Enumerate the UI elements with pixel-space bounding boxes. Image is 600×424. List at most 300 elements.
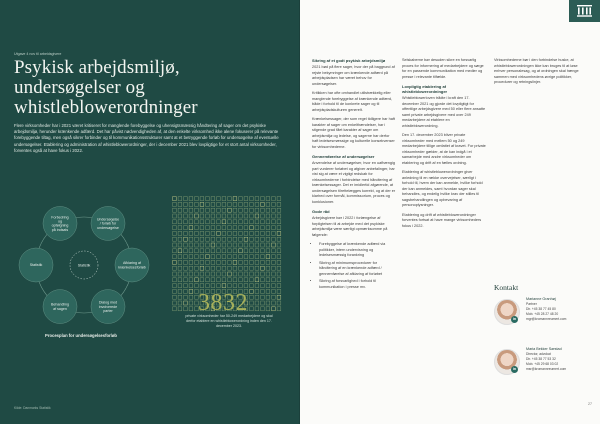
grid-cell <box>261 255 265 259</box>
grid-cell <box>178 255 182 259</box>
grid-cell <box>272 284 276 288</box>
grid-cell <box>233 249 237 253</box>
grid-cell <box>272 266 276 270</box>
grid-cell <box>206 231 210 235</box>
grid-cell <box>244 284 248 288</box>
grid-cell <box>184 249 188 253</box>
grid-cell <box>228 220 232 224</box>
grid-cell <box>255 214 259 218</box>
grid-cell <box>277 295 281 299</box>
grid-cell <box>200 214 204 218</box>
grid-cell <box>189 214 193 218</box>
grid-cell <box>173 197 177 201</box>
contact-name: Maria Bekker Sørstad <box>526 347 562 351</box>
grid-cell <box>277 307 281 311</box>
grid-cell <box>261 284 265 288</box>
grid-cell <box>272 220 276 224</box>
body-paragraph: Arbejdsgivere bør i 2022 i forlængelse af forpligtelsen til at arbejde med det psykiske arbejdsmiljø være særligt opmærksomme på følgende: <box>312 216 388 237</box>
text-column-3 <box>494 58 584 90</box>
grid-cell <box>228 214 232 218</box>
grid-cell <box>244 197 248 201</box>
diagram-center-label: Statistik <box>77 263 91 268</box>
grid-cell <box>277 266 281 270</box>
grid-cell <box>222 214 226 218</box>
grid-cell <box>189 237 193 241</box>
grid-cell <box>195 237 199 241</box>
grid-cell <box>261 301 265 305</box>
grid-cell <box>272 226 276 230</box>
grid-cell <box>200 249 204 253</box>
grid-cell <box>266 220 270 224</box>
grid-cell <box>184 289 188 293</box>
grid-cell <box>233 260 237 264</box>
grid-cell <box>250 272 254 276</box>
grid-cell <box>261 208 265 212</box>
grid-cell <box>228 208 232 212</box>
grid-cell <box>184 260 188 264</box>
grid-cell <box>195 243 199 247</box>
grid-cell <box>272 307 276 311</box>
grid-cell <box>255 289 259 293</box>
grid-cell <box>261 260 265 264</box>
grid-cell <box>184 255 188 259</box>
grid-cell <box>173 231 177 235</box>
grid-cell <box>206 260 210 264</box>
grid-cell <box>200 231 204 235</box>
grid-cell <box>244 226 248 230</box>
grid-cell <box>233 278 237 282</box>
grid-cell <box>272 255 276 259</box>
grid-cell <box>261 307 265 311</box>
grid-cell <box>178 226 182 230</box>
grid-cell <box>178 197 182 201</box>
grid-cell <box>200 284 204 288</box>
grid-cell <box>255 243 259 247</box>
body-paragraph: Krænkelsessager, der som regel tidligere har haft karakter af sager om enkelthændelser, har i stigende grad fået karakter af sager om arbejdsmiljø og ledelse, og sagerne har derfor haft ledelsesmæssige og kulturelle konsekvenser for virksomhederne. <box>312 117 395 149</box>
grid-cell <box>255 202 259 206</box>
grid-cell <box>266 284 270 288</box>
grid-cell <box>178 237 182 241</box>
contact-info <box>526 297 596 321</box>
source-note: Kilde: Danmarks Statistik <box>14 406 51 410</box>
grid-cell <box>272 278 276 282</box>
grid-cell <box>178 249 182 253</box>
grid-cell <box>217 214 221 218</box>
grid-cell <box>178 243 182 247</box>
grid-cell <box>255 231 259 235</box>
grid-cell <box>200 243 204 247</box>
section-heading: Lovpligtig etablering af whistleblowerordninger <box>402 84 448 94</box>
grid-cell <box>211 249 215 253</box>
grid-cell <box>266 255 270 259</box>
grid-cell <box>250 202 254 206</box>
grid-cell <box>173 214 177 218</box>
grid-cell <box>222 278 226 282</box>
grid-cell <box>184 278 188 282</box>
grid-cell <box>277 197 281 201</box>
grid-cell <box>189 208 193 212</box>
grid-cell <box>239 260 243 264</box>
grid-cell <box>189 226 193 230</box>
grid-cell <box>239 284 243 288</box>
grid-cell <box>222 220 226 224</box>
grid-cell <box>250 266 254 270</box>
grid-cell <box>228 231 232 235</box>
contact-email[interactable]: mgr@kromannreumert.com <box>526 316 567 321</box>
section-kicker: Utgave 4 nov til arbeidsgivere <box>14 52 62 56</box>
grid-cell <box>217 249 221 253</box>
grid-cell <box>178 289 182 293</box>
grid-cell <box>173 307 177 311</box>
brand-logo[interactable] <box>569 0 600 22</box>
grid-cell <box>255 197 259 201</box>
grid-cell <box>255 295 259 299</box>
grid-cell <box>222 208 226 212</box>
grid-cell <box>184 197 188 201</box>
grid-cell <box>272 214 276 218</box>
grid-cell <box>233 266 237 270</box>
grid-cell <box>277 255 281 259</box>
grid-cell <box>222 266 226 270</box>
grid-cell <box>266 214 270 218</box>
grid-cell <box>272 289 276 293</box>
grid-cell <box>184 295 188 299</box>
grid-cell <box>173 208 177 212</box>
grid-cell <box>178 266 182 270</box>
grid-cell <box>255 226 259 230</box>
intro-paragraph: Flere virksomheder har i 2021 været kritiseret for manglende forebyggelse og uhensigtsmæssig håndtering af sager om det psykiske arbejdsmiljø, herunder krænkende adfærd. Det har påvist nødvendigheden af, at den enkelte virksomhed ikke alene fokuserer på relevante forebyggende tiltag, men også sikrer forbinder og til kommunikationsstrukturer samt at et betryggende forløb for undersøgelse af eventuelle undersøgelser. Etablering og administration af whistleblowerordninger, der i december 2021 blev lovpligtige for et stort antal virksomheder, forventes også at have fokus i 2022. <box>14 123 279 153</box>
grid-cell <box>244 278 248 282</box>
grid-cell <box>200 220 204 224</box>
grid-cell <box>261 289 265 293</box>
grid-cell <box>195 220 199 224</box>
contact-title: Director, advokat <box>526 352 551 357</box>
grid-cell <box>228 243 232 247</box>
grid-cell <box>244 202 248 206</box>
grid-cell <box>233 255 237 259</box>
grid-cell <box>255 208 259 212</box>
grid-cell <box>261 214 265 218</box>
grid-cell <box>217 231 221 235</box>
grid-cell <box>211 202 215 206</box>
grid-cell <box>217 197 221 201</box>
grid-cell <box>255 249 259 253</box>
grid-cell <box>277 231 281 235</box>
linkedin-icon[interactable]: in <box>512 317 517 321</box>
grid-cell <box>173 243 177 247</box>
grid-cell <box>277 278 281 282</box>
grid-cell <box>200 266 204 270</box>
grid-cell <box>266 295 270 299</box>
grid-cell <box>261 197 265 201</box>
grid-cell <box>266 197 270 201</box>
grid-cell <box>178 231 182 235</box>
grid-cell <box>250 260 254 264</box>
grid-cell <box>200 237 204 241</box>
grid-cell <box>217 226 221 230</box>
grid-cell <box>217 266 221 270</box>
grid-cell <box>277 208 281 212</box>
body-paragraph: Selskaberne bør desuden sikre en forsvarlig proces for informering af medarbejdere og sørge for en passende kommunikation med medier og presse i relevante tilfælde. <box>402 58 484 79</box>
grid-cell <box>255 266 259 270</box>
grid-cell <box>178 214 182 218</box>
grid-cell <box>277 272 281 276</box>
grid-cell <box>173 278 177 282</box>
grid-cell <box>228 226 232 230</box>
diagram-node-label: Forbedring og opfølgning på indsats <box>51 215 69 232</box>
diagram-node-label: Dialog med involverede parter <box>98 300 118 313</box>
grid-cell <box>239 231 243 235</box>
grid-cell <box>239 266 243 270</box>
page-number: 27 <box>588 402 592 406</box>
grid-cell <box>266 272 270 276</box>
grid-cell <box>233 243 237 247</box>
diagram-nodes <box>19 206 149 323</box>
linkedin-icon[interactable]: in <box>512 367 517 371</box>
grid-cell <box>261 295 265 299</box>
contact-heading: Kontakt <box>494 283 519 292</box>
grid-cell <box>200 202 204 206</box>
body-paragraph: Etablering og drift af whistleblowerordninger forventes fortsat at have mange virksomheders fokus i 2022. <box>402 212 482 228</box>
grid-cell <box>261 226 265 230</box>
body-paragraph: Den 17. december 2023 bliver private virksomheder med mellem 50 og 249 medarbejdere tillige omfattet af kravet. For private virksomheder gælder, at de kan indgå i et samarbejde med andre virksomheder om etablering og drift af en fælles ordning. <box>402 133 486 165</box>
grid-cell <box>266 249 270 253</box>
contact-title: Partner <box>526 302 537 307</box>
grid-cell <box>184 226 188 230</box>
grid-cell <box>200 197 204 201</box>
grid-cell <box>277 301 281 305</box>
grid-cell <box>206 243 210 247</box>
body-paragraph: Kritikken har ofte omhandlet utilstrækkelig eller manglende forebyggelse af krænkende adfærd, både i forhold til de konkrete sager og til arbejdspladskulturen generelt. <box>312 91 392 112</box>
body-paragraph: Whistleblowerloven trådte i kraft den 17. december 2021 og gjorde det lovpligtigt for offentlige arbejdsgivere med 50 eller flere ansatte samt private arbejdsgivere med over 249 medarbejdere at etablere en whistleblowerordning. <box>402 96 486 128</box>
grid-cell <box>222 226 226 230</box>
grid-cell <box>189 272 193 276</box>
grid-cell <box>228 255 232 259</box>
grid-cell <box>206 266 210 270</box>
grid-cell <box>233 202 237 206</box>
grid-cell <box>250 226 254 230</box>
grid-cell <box>239 197 243 201</box>
grid-cell <box>189 231 193 235</box>
grid-cell <box>211 208 215 212</box>
contact-direct: Dir. +45 38 77 53 32 <box>526 357 556 362</box>
grid-cell <box>173 260 177 264</box>
grid-cell <box>217 278 221 282</box>
grid-cell <box>173 295 177 299</box>
grid-cell <box>189 284 193 288</box>
grid-cell <box>217 202 221 206</box>
grid-cell <box>250 249 254 253</box>
grid-cell <box>217 255 221 259</box>
grid-cell <box>228 260 232 264</box>
grid-cell <box>200 208 204 212</box>
grid-cell <box>189 249 193 253</box>
grid-cell <box>184 214 188 218</box>
grid-cell <box>195 214 199 218</box>
grid-cell <box>239 214 243 218</box>
grid-cell <box>189 289 193 293</box>
grid-cell <box>200 260 204 264</box>
grid-cell <box>228 284 232 288</box>
grid-cell <box>184 266 188 270</box>
contact-mobile: Mob. +45 29 68 03 02 <box>526 361 559 366</box>
grid-cell <box>189 202 193 206</box>
grid-cell <box>233 231 237 235</box>
grid-cell <box>239 237 243 241</box>
grid-cell <box>222 202 226 206</box>
body-paragraph: Anvendelse af undersøgelser, hvor en uafhængig part vurderer forløbet og afgiver anbefalinger, har vist sig at være et vigtigt redskab for virksomhederne i forbindelse med håndtering af krænkelsessager. Det er imidlertid afgørende, at undersøgelsen tilrettelægges korrekt, og at der er klarhed over formål, kommissorium, proces og konklusioner. <box>312 161 396 204</box>
grid-cell <box>184 243 188 247</box>
grid-cell <box>195 284 199 288</box>
grid-cell <box>184 231 188 235</box>
contact-direct: Dir. +45 38 77 45 80 <box>526 307 556 312</box>
grid-cell <box>233 197 237 201</box>
grid-cell <box>222 284 226 288</box>
grid-cell <box>184 220 188 224</box>
contact-mobile: Mob. +45 28 27 48 20 <box>526 311 559 316</box>
diagram-node-label: Statistik <box>29 263 43 268</box>
grid-cell <box>211 255 215 259</box>
grid-cell <box>184 307 188 311</box>
grid-cell <box>189 278 193 282</box>
grid-cell <box>173 202 177 206</box>
grid-cell <box>272 249 276 253</box>
grid-cell <box>272 197 276 201</box>
grid-cell <box>178 202 182 206</box>
section-heading: Gennemførelse af undersøgelser <box>312 154 375 159</box>
grid-cell <box>266 243 270 247</box>
grid-cell <box>211 220 215 224</box>
grid-cell <box>173 249 177 253</box>
grid-cell <box>266 208 270 212</box>
grid-cell <box>189 266 193 270</box>
grid-cell <box>173 220 177 224</box>
grid-cell <box>277 214 281 218</box>
grid-cell <box>217 208 221 212</box>
contact-email[interactable]: msr@kromannreumert.com <box>526 366 567 371</box>
grid-cell <box>266 260 270 264</box>
grid-cell <box>272 237 276 241</box>
grid-cell <box>211 243 215 247</box>
grid-cell <box>211 266 215 270</box>
grid-cell <box>228 278 232 282</box>
grid-cell <box>272 295 276 299</box>
grid-cell <box>266 231 270 235</box>
grid-cell <box>206 237 210 241</box>
diagram-node-label: Afklaring af krænkelsesforløb <box>118 261 146 270</box>
grid-cell <box>173 226 177 230</box>
grid-cell <box>195 255 199 259</box>
grid-cell <box>261 272 265 276</box>
grid-cell <box>255 260 259 264</box>
grid-cell <box>222 231 226 235</box>
grid-cell <box>277 249 281 253</box>
text-column-1 <box>312 58 396 294</box>
grid-cell <box>255 278 259 282</box>
grid-cell <box>222 255 226 259</box>
list-item: • Forebyggelse af krænkende adfærd via politikker, intern undervisning og ledelsesmæssig forankring <box>319 242 396 259</box>
page-headline: Psykisk arbejdsmiljø, undersøgelser og whistleblowerordninger <box>14 57 198 118</box>
grid-cell <box>261 278 265 282</box>
contact-info <box>526 347 596 371</box>
grid-cell <box>239 249 243 253</box>
section-heading: Sikring af et godt psykisk arbejdsmiljø <box>312 58 386 63</box>
grid-cell <box>244 220 248 224</box>
grid-cell <box>266 202 270 206</box>
body-paragraph: Etablering af whistleblowerordninger giver anledning til en række overvejelser, særligt i forhold til, hvem der kan anmelde, hvilke forhold der kan anmeldes, samt hvordan sager skal behandles, og endelig hvilke krav der stilles til sagsbehandlingen og opbevaring af personoplysninger. <box>402 170 483 207</box>
grid-cell <box>261 237 265 241</box>
grid-cell <box>178 295 182 299</box>
grid-cell <box>222 243 226 247</box>
grid-cell <box>189 197 193 201</box>
grid-cell <box>206 284 210 288</box>
grid-cell <box>206 249 210 253</box>
statistic-caption: private virksomheder har 50-249 medarbejdere og skal derfor etablere en whistleblowerordning inden den 17. december 2023. <box>185 314 273 329</box>
grid-cell <box>184 202 188 206</box>
grid-cell <box>250 301 254 305</box>
grid-cell <box>189 260 193 264</box>
grid-cell <box>239 226 243 230</box>
grid-cell <box>211 226 215 230</box>
grid-cell <box>250 214 254 218</box>
contact-card <box>494 297 594 341</box>
grid-cell <box>266 226 270 230</box>
grid-cell <box>178 272 182 276</box>
grid-cell <box>228 266 232 270</box>
grid-cell <box>239 255 243 259</box>
list-item: • Sikring af minimumsprocedurer for håndtering af en krænkende adfærd / gennemførelse af afklaring af forløbet <box>319 261 396 278</box>
grid-cell <box>228 272 232 276</box>
grid-cell <box>217 243 221 247</box>
grid-cell <box>233 208 237 212</box>
diagram-node-label: Undersøgelse / forløb for undersøgelse <box>96 217 120 230</box>
process-diagram <box>14 195 154 335</box>
grid-cell <box>255 220 259 224</box>
grid-cell <box>272 202 276 206</box>
grid-cell <box>211 272 215 276</box>
grid-cell <box>178 220 182 224</box>
grid-cell <box>239 272 243 276</box>
grid-cell <box>195 231 199 235</box>
grid-cell <box>173 266 177 270</box>
text-column-2 <box>402 58 486 233</box>
grid-cell <box>206 278 210 282</box>
grid-cell <box>189 295 193 299</box>
grid-cell <box>266 266 270 270</box>
grid-cell <box>250 289 254 293</box>
grid-cell <box>206 255 210 259</box>
grid-cell <box>184 301 188 305</box>
grid-cell <box>255 255 259 259</box>
grid-cell <box>244 214 248 218</box>
grid-cell <box>222 237 226 241</box>
grid-cell <box>277 226 281 230</box>
grid-cell <box>250 220 254 224</box>
grid-cell <box>189 243 193 247</box>
grid-cell <box>244 266 248 270</box>
grid-cell <box>277 260 281 264</box>
grid-cell <box>244 255 248 259</box>
grid-cell <box>239 202 243 206</box>
grid-cell <box>255 284 259 288</box>
grid-cell <box>250 237 254 241</box>
grid-cell <box>173 284 177 288</box>
grid-cell <box>250 284 254 288</box>
grid-cell <box>189 255 193 259</box>
list-item: • Sikring af forsvarlighed i forhold til kommunikation i presse mv. <box>319 279 396 290</box>
grid-cell <box>244 243 248 247</box>
grid-cell <box>195 260 199 264</box>
